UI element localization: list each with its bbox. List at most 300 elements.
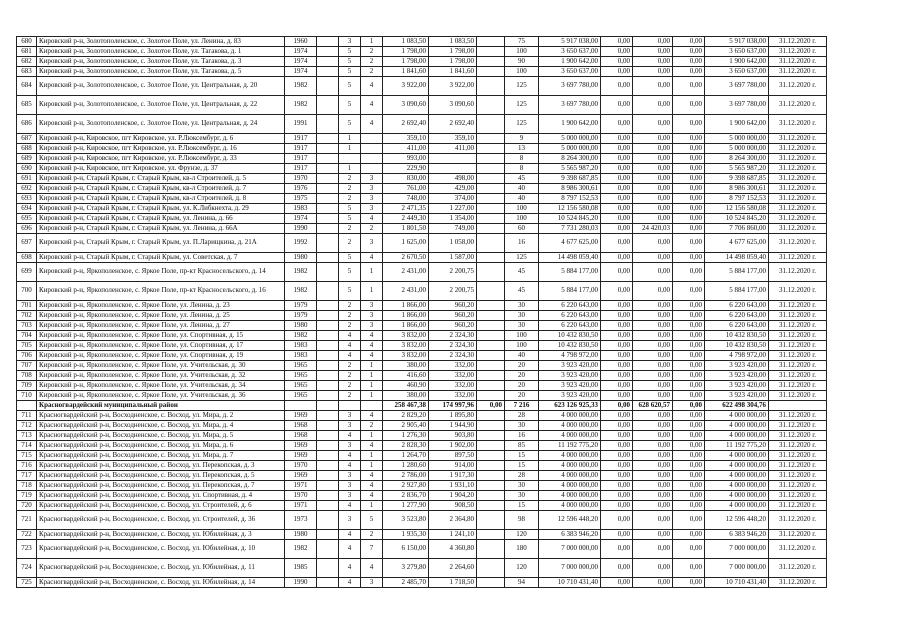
table-row bbox=[17, 174, 827, 184]
entrances-cell: 5 bbox=[361, 511, 383, 530]
local-funds-cell: 0,00 bbox=[673, 481, 705, 491]
address-cell: Кировский р-н, Кировское, пгт Кировское, ул. Р.Люксембург, д. 6 bbox=[37, 134, 285, 144]
total-cost-cell: 3 650 637,00 bbox=[539, 67, 601, 77]
entrances-cell: 1 bbox=[361, 451, 383, 461]
living-area-cell: 3 922,00 bbox=[429, 77, 477, 96]
floors-cell: 4 bbox=[339, 331, 361, 341]
address-cell: Красногвардейский р-н, Восходненское, с. Восход, ул. Строителей, д. 36 bbox=[37, 511, 285, 530]
living-area-cell: 2 324,30 bbox=[429, 341, 477, 351]
year-reconstructed-cell bbox=[317, 391, 339, 401]
regional-funds-cell: 0,00 bbox=[633, 154, 673, 164]
year-reconstructed-cell bbox=[317, 224, 339, 234]
floors-cell: 3 bbox=[339, 441, 361, 451]
living-area-cell: 429,00 bbox=[429, 184, 477, 194]
local-funds-cell: 0,00 bbox=[673, 341, 705, 351]
row-number-cell: 689 bbox=[17, 154, 37, 164]
federal-funds-cell: 0,00 bbox=[601, 214, 633, 224]
year-reconstructed-cell bbox=[317, 540, 339, 559]
row-number-cell: 680 bbox=[17, 37, 37, 47]
row-number-cell: 706 bbox=[17, 351, 37, 361]
floors-cell: 2 bbox=[339, 194, 361, 204]
regional-funds-cell: 0,00 bbox=[633, 204, 673, 214]
local-funds-cell: 0,00 bbox=[673, 253, 705, 263]
row-number-cell: 696 bbox=[17, 224, 37, 234]
living-area-cell: 1 798,00 bbox=[429, 47, 477, 57]
owners-funds-cell: 8 797 152,53 bbox=[705, 194, 769, 204]
nonliving-area-cell bbox=[477, 381, 505, 391]
floors-cell: 3 bbox=[339, 411, 361, 421]
regional-funds-cell: 0,00 bbox=[633, 164, 673, 174]
deadline-cell: 31.12.2020 г. bbox=[769, 311, 827, 321]
total-cost-cell: 4 000 000,00 bbox=[539, 491, 601, 501]
federal-funds-cell: 0,00 bbox=[601, 144, 633, 154]
federal-funds-cell: 0,00 bbox=[601, 361, 633, 371]
local-funds-cell: 0,00 bbox=[673, 578, 705, 588]
floors-cell: 2 bbox=[339, 224, 361, 234]
year-built-cell: 1979 bbox=[285, 301, 317, 311]
address-cell: Красногвардейский р-н, Восходненское, с. Восход, ул. Юбилейная, д. 14 bbox=[37, 578, 285, 588]
table-row bbox=[17, 441, 827, 451]
regional-funds-cell: 0,00 bbox=[633, 115, 673, 134]
year-reconstructed-cell bbox=[317, 184, 339, 194]
owners-funds-cell: 4 000 000,00 bbox=[705, 421, 769, 431]
table-row bbox=[17, 263, 827, 282]
table-row bbox=[17, 540, 827, 559]
total-area-cell: 748,00 bbox=[383, 194, 429, 204]
table-row bbox=[17, 67, 827, 77]
row-number-cell bbox=[17, 401, 37, 411]
row-number-cell: 708 bbox=[17, 371, 37, 381]
residents-cell: 15 bbox=[505, 451, 539, 461]
total-cost-cell: 4 000 000,00 bbox=[539, 411, 601, 421]
federal-funds-cell: 0,00 bbox=[601, 77, 633, 96]
address-cell: Кировский р-н, Яркополенское, с. Яркое Поле, ул. Спортивная, д. 19 bbox=[37, 351, 285, 361]
address-cell: Красногвардейский р-н, Восходненское, с. Восход, ул. Спортивная, д. 4 bbox=[37, 491, 285, 501]
address-cell: Кировский р-н, Яркополенское, с. Яркое Поле, пр-кт Красносельского, д. 16 bbox=[37, 282, 285, 301]
total-cost-cell: 12 156 580,08 bbox=[539, 204, 601, 214]
entrances-cell: 4 bbox=[361, 96, 383, 115]
nonliving-area-cell bbox=[477, 184, 505, 194]
total-cost-cell: 4 000 000,00 bbox=[539, 501, 601, 511]
owners-funds-cell: 10 432 830,50 bbox=[705, 341, 769, 351]
entrances-cell: 1 bbox=[361, 391, 383, 401]
residents-cell: 30 bbox=[505, 321, 539, 331]
federal-funds-cell: 0,00 bbox=[601, 321, 633, 331]
nonliving-area-cell bbox=[477, 341, 505, 351]
deadline-cell: 31.12.2020 г. bbox=[769, 96, 827, 115]
row-number-cell: 703 bbox=[17, 321, 37, 331]
address-cell: Красногвардейский р-н, Восходненское, с. Восход, ул. Мира, д. 4 bbox=[37, 421, 285, 431]
table-row bbox=[17, 471, 827, 481]
total-area-cell: 2 927,80 bbox=[383, 481, 429, 491]
owners-funds-cell: 4 000 000,00 bbox=[705, 471, 769, 481]
regional-funds-cell: 0,00 bbox=[633, 282, 673, 301]
address-cell: Красногвардейский р-н, Восходненское, с. Восход, ул. Перекопская, д. 5 bbox=[37, 471, 285, 481]
regional-funds-cell: 0,00 bbox=[633, 321, 673, 331]
federal-funds-cell: 0,00 bbox=[601, 391, 633, 401]
address-cell: Красногвардейский р-н, Восходненское, с. Восход, ул. Мира, д. 6 bbox=[37, 441, 285, 451]
local-funds-cell: 0,00 bbox=[673, 134, 705, 144]
nonliving-area-cell bbox=[477, 234, 505, 253]
living-area-cell: 914,00 bbox=[429, 461, 477, 471]
year-reconstructed-cell bbox=[317, 67, 339, 77]
local-funds-cell: 0,00 bbox=[673, 174, 705, 184]
residents-cell: 100 bbox=[505, 214, 539, 224]
address-cell: Кировский р-н, Золотополенское, с. Золотое Поле, ул. Тагакова, д. 5 bbox=[37, 67, 285, 77]
total-area-cell: 2 670,50 bbox=[383, 253, 429, 263]
total-area-cell: 993,00 bbox=[383, 154, 429, 164]
living-area-cell: 2 364,80 bbox=[429, 511, 477, 530]
floors-cell: 2 bbox=[339, 391, 361, 401]
local-funds-cell: 0,00 bbox=[673, 282, 705, 301]
deadline-cell: 31.12.2020 г. bbox=[769, 57, 827, 67]
owners-funds-cell: 3 923 420,00 bbox=[705, 361, 769, 371]
floors-cell: 3 bbox=[339, 37, 361, 47]
local-funds-cell: 0,00 bbox=[673, 311, 705, 321]
total-cost-cell: 4 000 000,00 bbox=[539, 471, 601, 481]
regional-funds-cell: 0,00 bbox=[633, 411, 673, 421]
local-funds-cell: 0,00 bbox=[673, 471, 705, 481]
row-number-cell: 711 bbox=[17, 411, 37, 421]
total-cost-cell: 4 000 000,00 bbox=[539, 461, 601, 471]
nonliving-area-cell bbox=[477, 67, 505, 77]
regional-funds-cell: 0,00 bbox=[633, 481, 673, 491]
nonliving-area-cell bbox=[477, 501, 505, 511]
total-cost-cell: 6 220 643,00 bbox=[539, 301, 601, 311]
nonliving-area-cell bbox=[477, 540, 505, 559]
table-row bbox=[17, 57, 827, 67]
living-area-cell: 1 587,00 bbox=[429, 253, 477, 263]
address-cell: Кировский р-н, Старый Крым, г. Старый Крым, ул. К.Либкнехта, д. 29 bbox=[37, 204, 285, 214]
owners-funds-cell: 1 900 642,00 bbox=[705, 57, 769, 67]
residents-cell: 180 bbox=[505, 540, 539, 559]
federal-funds-cell: 0,00 bbox=[601, 164, 633, 174]
deadline-cell: 31.12.2020 г. bbox=[769, 174, 827, 184]
regional-funds-cell: 0,00 bbox=[633, 540, 673, 559]
year-reconstructed-cell bbox=[317, 341, 339, 351]
floors-cell: 1 bbox=[339, 134, 361, 144]
nonliving-area-cell bbox=[477, 194, 505, 204]
address-cell: Красногвардейский р-н, Восходненское, с. Восход, ул. Юбилейная, д. 3 bbox=[37, 530, 285, 540]
residents-cell: 30 bbox=[505, 491, 539, 501]
year-reconstructed-cell bbox=[317, 204, 339, 214]
living-area-cell: 174 997,96 bbox=[429, 401, 477, 411]
owners-funds-cell: 622 498 304,76 bbox=[705, 401, 769, 411]
total-cost-cell: 3 923 420,00 bbox=[539, 361, 601, 371]
table-row bbox=[17, 96, 827, 115]
entrances-cell: 4 bbox=[361, 471, 383, 481]
row-number-cell: 713 bbox=[17, 431, 37, 441]
total-cost-cell: 6 220 643,00 bbox=[539, 321, 601, 331]
regional-funds-cell: 0,00 bbox=[633, 471, 673, 481]
year-reconstructed-cell bbox=[317, 134, 339, 144]
entrances-cell: 3 bbox=[361, 301, 383, 311]
row-number-cell: 682 bbox=[17, 57, 37, 67]
local-funds-cell: 0,00 bbox=[673, 164, 705, 174]
floors-cell: 5 bbox=[339, 115, 361, 134]
row-number-cell: 715 bbox=[17, 451, 37, 461]
regional-funds-cell: 0,00 bbox=[633, 441, 673, 451]
living-area-cell: 1 798,00 bbox=[429, 57, 477, 67]
deadline-cell: 31.12.2020 г. bbox=[769, 540, 827, 559]
deadline-cell: 31.12.2020 г. bbox=[769, 204, 827, 214]
total-cost-cell: 4 000 000,00 bbox=[539, 431, 601, 441]
federal-funds-cell: 0,00 bbox=[601, 37, 633, 47]
table-row bbox=[17, 321, 827, 331]
table-row bbox=[17, 115, 827, 134]
nonliving-area-cell bbox=[477, 451, 505, 461]
year-reconstructed-cell bbox=[317, 381, 339, 391]
row-number-cell: 719 bbox=[17, 491, 37, 501]
entrances-cell bbox=[361, 134, 383, 144]
table-row bbox=[17, 530, 827, 540]
year-reconstructed-cell bbox=[317, 371, 339, 381]
owners-funds-cell: 4 000 000,00 bbox=[705, 481, 769, 491]
nonliving-area-cell bbox=[477, 530, 505, 540]
year-reconstructed-cell bbox=[317, 77, 339, 96]
deadline-cell: 31.12.2020 г. bbox=[769, 501, 827, 511]
living-area-cell: 1 931,10 bbox=[429, 481, 477, 491]
year-reconstructed-cell bbox=[317, 491, 339, 501]
total-area-cell: 1 276,30 bbox=[383, 431, 429, 441]
year-built-cell: 1968 bbox=[285, 431, 317, 441]
deadline-cell: 31.12.2020 г. bbox=[769, 282, 827, 301]
federal-funds-cell: 0,00 bbox=[601, 331, 633, 341]
address-cell: Кировский р-н, Яркополенское, с. Яркое Поле, ул. Ленина, д. 25 bbox=[37, 311, 285, 321]
nonliving-area-cell: 0,00 bbox=[477, 401, 505, 411]
federal-funds-cell: 0,00 bbox=[601, 96, 633, 115]
total-cost-cell: 7 731 280,03 bbox=[539, 224, 601, 234]
regional-funds-cell: 0,00 bbox=[633, 578, 673, 588]
regional-funds-cell: 0,00 bbox=[633, 559, 673, 578]
living-area-cell: 960,20 bbox=[429, 321, 477, 331]
entrances-cell: 7 bbox=[361, 540, 383, 559]
regional-funds-cell: 0,00 bbox=[633, 253, 673, 263]
floors-cell: 2 bbox=[339, 174, 361, 184]
year-reconstructed-cell bbox=[317, 451, 339, 461]
year-built-cell: 1982 bbox=[285, 263, 317, 282]
residents-cell: 16 bbox=[505, 234, 539, 253]
total-cost-cell: 623 126 925,33 bbox=[539, 401, 601, 411]
regional-funds-cell: 0,00 bbox=[633, 461, 673, 471]
address-cell: Красногвардейский р-н, Восходненское, с. Восход, ул. Юбилейная, д. 10 bbox=[37, 540, 285, 559]
living-area-cell: 359,10 bbox=[429, 134, 477, 144]
table-row bbox=[17, 301, 827, 311]
nonliving-area-cell bbox=[477, 411, 505, 421]
total-area-cell: 258 467,38 bbox=[383, 401, 429, 411]
address-cell: Красногвардейский р-н, Восходненское, с. Восход, ул. Юбилейная, д. 11 bbox=[37, 559, 285, 578]
residents-cell: 15 bbox=[505, 461, 539, 471]
year-reconstructed-cell bbox=[317, 57, 339, 67]
nonliving-area-cell bbox=[477, 204, 505, 214]
residents-cell: 98 bbox=[505, 511, 539, 530]
living-area-cell: 1 841,60 bbox=[429, 67, 477, 77]
federal-funds-cell: 0,00 bbox=[601, 67, 633, 77]
regional-funds-cell: 0,00 bbox=[633, 77, 673, 96]
residents-cell: 60 bbox=[505, 224, 539, 234]
owners-funds-cell: 4 000 000,00 bbox=[705, 461, 769, 471]
entrances-cell: 1 bbox=[361, 282, 383, 301]
year-built-cell: 1982 bbox=[285, 96, 317, 115]
living-area-cell: 908,50 bbox=[429, 501, 477, 511]
deadline-cell: 31.12.2020 г. bbox=[769, 47, 827, 57]
year-reconstructed-cell bbox=[317, 578, 339, 588]
year-reconstructed-cell bbox=[317, 411, 339, 421]
total-cost-cell: 11 192 775,20 bbox=[539, 441, 601, 451]
regional-funds-cell: 0,00 bbox=[633, 451, 673, 461]
year-reconstructed-cell bbox=[317, 321, 339, 331]
owners-funds-cell: 7 706 860,00 bbox=[705, 224, 769, 234]
owners-funds-cell: 4 000 000,00 bbox=[705, 451, 769, 461]
local-funds-cell: 0,00 bbox=[673, 331, 705, 341]
deadline-cell: 31.12.2020 г. bbox=[769, 578, 827, 588]
owners-funds-cell: 5 000 000,00 bbox=[705, 144, 769, 154]
entrances-cell bbox=[361, 401, 383, 411]
owners-funds-cell: 8 986 300,61 bbox=[705, 184, 769, 194]
local-funds-cell: 0,00 bbox=[673, 511, 705, 530]
address-cell: Кировский р-н, Золотополенское, с. Золотое Поле, ул. Тагакова, д. 1 bbox=[37, 47, 285, 57]
residents-cell: 28 bbox=[505, 471, 539, 481]
owners-funds-cell: 14 498 059,40 bbox=[705, 253, 769, 263]
regional-funds-cell: 0,00 bbox=[633, 311, 673, 321]
floors-cell: 5 bbox=[339, 77, 361, 96]
local-funds-cell: 0,00 bbox=[673, 411, 705, 421]
row-number-cell: 707 bbox=[17, 361, 37, 371]
row-number-cell: 686 bbox=[17, 115, 37, 134]
entrances-cell: 4 bbox=[361, 351, 383, 361]
nonliving-area-cell bbox=[477, 164, 505, 174]
local-funds-cell: 0,00 bbox=[673, 391, 705, 401]
deadline-cell: 31.12.2020 г. bbox=[769, 451, 827, 461]
address-cell: Кировский р-н, Яркополенское, с. Яркое Поле, ул. Спортивная, д. 15 bbox=[37, 331, 285, 341]
floors-cell: 5 bbox=[339, 57, 361, 67]
entrances-cell: 1 bbox=[361, 381, 383, 391]
nonliving-area-cell bbox=[477, 301, 505, 311]
table-row bbox=[17, 431, 827, 441]
year-built-cell: 1976 bbox=[285, 184, 317, 194]
table-row bbox=[17, 234, 827, 253]
local-funds-cell: 0,00 bbox=[673, 144, 705, 154]
address-cell: Кировский р-н, Старый Крым, г. Старый Крым, ул. Советская, д. 7 bbox=[37, 253, 285, 263]
total-area-cell: 359,10 bbox=[383, 134, 429, 144]
total-cost-cell: 5 884 177,00 bbox=[539, 282, 601, 301]
total-area-cell: 3 922,00 bbox=[383, 77, 429, 96]
total-area-cell: 3 832,00 bbox=[383, 341, 429, 351]
total-area-cell: 1 277,90 bbox=[383, 501, 429, 511]
floors-cell: 4 bbox=[339, 461, 361, 471]
address-cell: Кировский р-н, Яркополенское, с. Яркое Поле, ул. Ленина, д. 27 bbox=[37, 321, 285, 331]
table-row bbox=[17, 559, 827, 578]
deadline-cell: 31.12.2020 г. bbox=[769, 77, 827, 96]
table-row bbox=[17, 184, 827, 194]
nonliving-area-cell bbox=[477, 115, 505, 134]
year-reconstructed-cell bbox=[317, 96, 339, 115]
owners-funds-cell: 3 650 637,00 bbox=[705, 47, 769, 57]
residents-cell: 100 bbox=[505, 331, 539, 341]
floors-cell: 4 bbox=[339, 501, 361, 511]
total-cost-cell: 8 797 152,53 bbox=[539, 194, 601, 204]
total-cost-cell: 4 677 625,00 bbox=[539, 234, 601, 253]
table-row bbox=[17, 481, 827, 491]
nonliving-area-cell bbox=[477, 471, 505, 481]
living-area-cell: 2 324,30 bbox=[429, 331, 477, 341]
deadline-cell: 31.12.2020 г. bbox=[769, 481, 827, 491]
year-built-cell: 1983 bbox=[285, 204, 317, 214]
floors-cell: 5 bbox=[339, 47, 361, 57]
deadline-cell: 31.12.2020 г. bbox=[769, 391, 827, 401]
entrances-cell: 4 bbox=[361, 491, 383, 501]
federal-funds-cell: 0,00 bbox=[601, 559, 633, 578]
total-area-cell: 1 625,00 bbox=[383, 234, 429, 253]
entrances-cell: 2 bbox=[361, 421, 383, 431]
year-built-cell: 1970 bbox=[285, 491, 317, 501]
residents-cell: 20 bbox=[505, 381, 539, 391]
entrances-cell bbox=[361, 144, 383, 154]
floors-cell: 2 bbox=[339, 234, 361, 253]
section-total-row bbox=[17, 401, 827, 411]
table-row bbox=[17, 361, 827, 371]
year-built-cell: 1960 bbox=[285, 37, 317, 47]
total-cost-cell: 3 697 780,00 bbox=[539, 77, 601, 96]
nonliving-area-cell bbox=[477, 224, 505, 234]
row-number-cell: 698 bbox=[17, 253, 37, 263]
regional-funds-cell: 0,00 bbox=[633, 491, 673, 501]
deadline-cell: 31.12.2020 г. bbox=[769, 411, 827, 421]
year-reconstructed-cell bbox=[317, 361, 339, 371]
total-cost-cell: 1 900 642,00 bbox=[539, 115, 601, 134]
year-built-cell bbox=[285, 401, 317, 411]
residents-cell: 120 bbox=[505, 530, 539, 540]
table-row bbox=[17, 37, 827, 47]
total-cost-cell: 5 917 038,00 bbox=[539, 37, 601, 47]
year-built-cell: 1974 bbox=[285, 214, 317, 224]
deadline-cell: 31.12.2020 г. bbox=[769, 224, 827, 234]
owners-funds-cell: 5 884 177,00 bbox=[705, 263, 769, 282]
local-funds-cell: 0,00 bbox=[673, 234, 705, 253]
federal-funds-cell: 0,00 bbox=[601, 371, 633, 381]
total-cost-cell: 7 000 000,00 bbox=[539, 559, 601, 578]
federal-funds-cell: 0,00 bbox=[601, 530, 633, 540]
entrances-cell: 2 bbox=[361, 57, 383, 67]
year-built-cell: 1969 bbox=[285, 451, 317, 461]
living-area-cell: 374,00 bbox=[429, 194, 477, 204]
address-cell: Красногвардейский р-н, Восходненское, с. Восход, ул. Перекопская, д. 3 bbox=[37, 461, 285, 471]
year-built-cell: 1965 bbox=[285, 361, 317, 371]
year-built-cell: 1990 bbox=[285, 578, 317, 588]
year-reconstructed-cell bbox=[317, 301, 339, 311]
entrances-cell: 4 bbox=[361, 341, 383, 351]
federal-funds-cell: 0,00 bbox=[601, 253, 633, 263]
total-area-cell: 2 471,35 bbox=[383, 204, 429, 214]
table-row bbox=[17, 194, 827, 204]
row-number-cell: 685 bbox=[17, 96, 37, 115]
address-cell: Кировский р-н, Яркополенское, с. Яркое Поле, ул. Учительская, д. 34 bbox=[37, 381, 285, 391]
entrances-cell: 1 bbox=[361, 431, 383, 441]
regional-funds-cell: 0,00 bbox=[633, 47, 673, 57]
row-number-cell: 709 bbox=[17, 381, 37, 391]
federal-funds-cell: 0,00 bbox=[601, 194, 633, 204]
entrances-cell: 3 bbox=[361, 204, 383, 214]
living-area-cell bbox=[429, 154, 477, 164]
table-row bbox=[17, 451, 827, 461]
living-area-cell: 1 718,50 bbox=[429, 578, 477, 588]
regional-funds-cell: 0,00 bbox=[633, 501, 673, 511]
living-area-cell: 1 227,00 bbox=[429, 204, 477, 214]
row-number-cell: 684 bbox=[17, 77, 37, 96]
local-funds-cell: 0,00 bbox=[673, 540, 705, 559]
year-built-cell: 1917 bbox=[285, 154, 317, 164]
address-cell: Кировский р-н, Старый Крым, г. Старый Крым, ул. Ленина, д. 66А bbox=[37, 224, 285, 234]
